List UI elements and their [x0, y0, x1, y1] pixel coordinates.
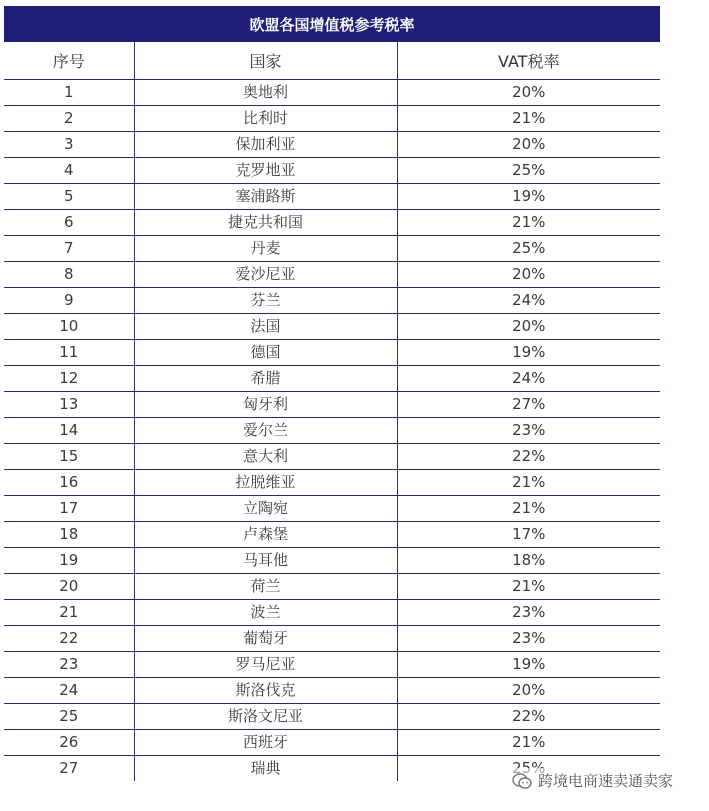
table-row: [4, 158, 660, 184]
cell-country: 爱沙尼亚: [134, 262, 397, 288]
cell-vat: 21%: [397, 106, 660, 132]
cell-vat: 22%: [397, 444, 660, 470]
table-row: [4, 574, 660, 600]
table-row: [4, 132, 660, 158]
cell-country: 克罗地亚: [134, 158, 397, 184]
cell-country: 芬兰: [134, 288, 397, 314]
table-row: [4, 80, 660, 106]
cell-num: 5: [4, 184, 134, 210]
vat-table-container: [4, 6, 660, 781]
cell-num: 14: [4, 418, 134, 444]
cell-vat: 27%: [397, 392, 660, 418]
header-country: 国家: [134, 42, 397, 80]
table-row: [4, 652, 660, 678]
cell-vat: 24%: [397, 288, 660, 314]
wechat-official-account-icon: [512, 772, 532, 790]
cell-country: 西班牙: [134, 730, 397, 756]
cell-country: 德国: [134, 340, 397, 366]
cell-num: 4: [4, 158, 134, 184]
cell-country: 希腊: [134, 366, 397, 392]
cell-country: 奥地利: [134, 80, 397, 106]
table-row: [4, 626, 660, 652]
cell-num: 22: [4, 626, 134, 652]
cell-country: 比利时: [134, 106, 397, 132]
watermark: [508, 768, 677, 793]
cell-num: 21: [4, 600, 134, 626]
cell-country: 葡萄牙: [134, 626, 397, 652]
cell-vat: 20%: [397, 132, 660, 158]
cell-vat: 21%: [397, 730, 660, 756]
cell-num: 24: [4, 678, 134, 704]
cell-country: 罗马尼亚: [134, 652, 397, 678]
table-body: [4, 80, 660, 782]
table-row: [4, 340, 660, 366]
cell-num: 11: [4, 340, 134, 366]
table-row: [4, 548, 660, 574]
cell-vat: 19%: [397, 184, 660, 210]
cell-vat: 20%: [397, 678, 660, 704]
cell-vat: 19%: [397, 340, 660, 366]
cell-num: 20: [4, 574, 134, 600]
cell-num: 25: [4, 704, 134, 730]
cell-country: 丹麦: [134, 236, 397, 262]
header-num: 序号: [4, 42, 134, 80]
table-row: [4, 366, 660, 392]
cell-vat: 23%: [397, 418, 660, 444]
cell-num: 10: [4, 314, 134, 340]
table-row: [4, 314, 660, 340]
table-row: [4, 496, 660, 522]
header-row: [4, 42, 660, 80]
cell-vat: 23%: [397, 626, 660, 652]
table-row: [4, 704, 660, 730]
cell-country: 瑞典: [134, 756, 397, 782]
cell-num: 12: [4, 366, 134, 392]
cell-vat: 21%: [397, 470, 660, 496]
cell-vat: 24%: [397, 366, 660, 392]
cell-country: 拉脱维亚: [134, 470, 397, 496]
cell-vat: 18%: [397, 548, 660, 574]
cell-vat: 21%: [397, 496, 660, 522]
table-row: [4, 210, 660, 236]
cell-num: 3: [4, 132, 134, 158]
cell-vat: 20%: [397, 314, 660, 340]
cell-vat: 20%: [397, 262, 660, 288]
cell-country: 波兰: [134, 600, 397, 626]
header-vat: VAT税率: [397, 42, 660, 80]
cell-country: 立陶宛: [134, 496, 397, 522]
table-row: [4, 288, 660, 314]
cell-num: 13: [4, 392, 134, 418]
cell-num: 9: [4, 288, 134, 314]
cell-vat: 22%: [397, 704, 660, 730]
table-row: [4, 418, 660, 444]
cell-country: 捷克共和国: [134, 210, 397, 236]
cell-vat: 25%: [397, 158, 660, 184]
cell-num: 18: [4, 522, 134, 548]
cell-num: 17: [4, 496, 134, 522]
cell-country: 马耳他: [134, 548, 397, 574]
table-row: [4, 184, 660, 210]
cell-num: 23: [4, 652, 134, 678]
table-row: [4, 470, 660, 496]
cell-num: 7: [4, 236, 134, 262]
cell-country: 意大利: [134, 444, 397, 470]
cell-country: 爱尔兰: [134, 418, 397, 444]
cell-vat: 20%: [397, 80, 660, 106]
cell-num: 16: [4, 470, 134, 496]
cell-country: 保加利亚: [134, 132, 397, 158]
cell-country: 塞浦路斯: [134, 184, 397, 210]
cell-vat: 17%: [397, 522, 660, 548]
vat-rate-table: [4, 42, 660, 781]
cell-country: 荷兰: [134, 574, 397, 600]
cell-country: 卢森堡: [134, 522, 397, 548]
table-row: [4, 730, 660, 756]
watermark-text: 跨境电商速卖通卖家: [538, 772, 674, 790]
cell-vat: 25%: [397, 236, 660, 262]
cell-num: 15: [4, 444, 134, 470]
cell-num: 26: [4, 730, 134, 756]
cell-num: 27: [4, 756, 134, 782]
cell-num: 8: [4, 262, 134, 288]
cell-num: 2: [4, 106, 134, 132]
cell-num: 19: [4, 548, 134, 574]
cell-country: 匈牙利: [134, 392, 397, 418]
table-row: [4, 522, 660, 548]
cell-vat: 19%: [397, 652, 660, 678]
table-row: [4, 236, 660, 262]
cell-vat: 21%: [397, 210, 660, 236]
table-row: [4, 262, 660, 288]
cell-country: 斯洛文尼亚: [134, 704, 397, 730]
cell-country: 法国: [134, 314, 397, 340]
table-row: [4, 600, 660, 626]
cell-vat: 21%: [397, 574, 660, 600]
cell-num: 6: [4, 210, 134, 236]
cell-country: 斯洛伐克: [134, 678, 397, 704]
table-row: [4, 106, 660, 132]
table-title: 欧盟各国增值税参考税率: [4, 6, 660, 42]
cell-num: 1: [4, 80, 134, 106]
table-row: [4, 444, 660, 470]
table-row: [4, 678, 660, 704]
cell-vat: 23%: [397, 600, 660, 626]
table-row: [4, 392, 660, 418]
